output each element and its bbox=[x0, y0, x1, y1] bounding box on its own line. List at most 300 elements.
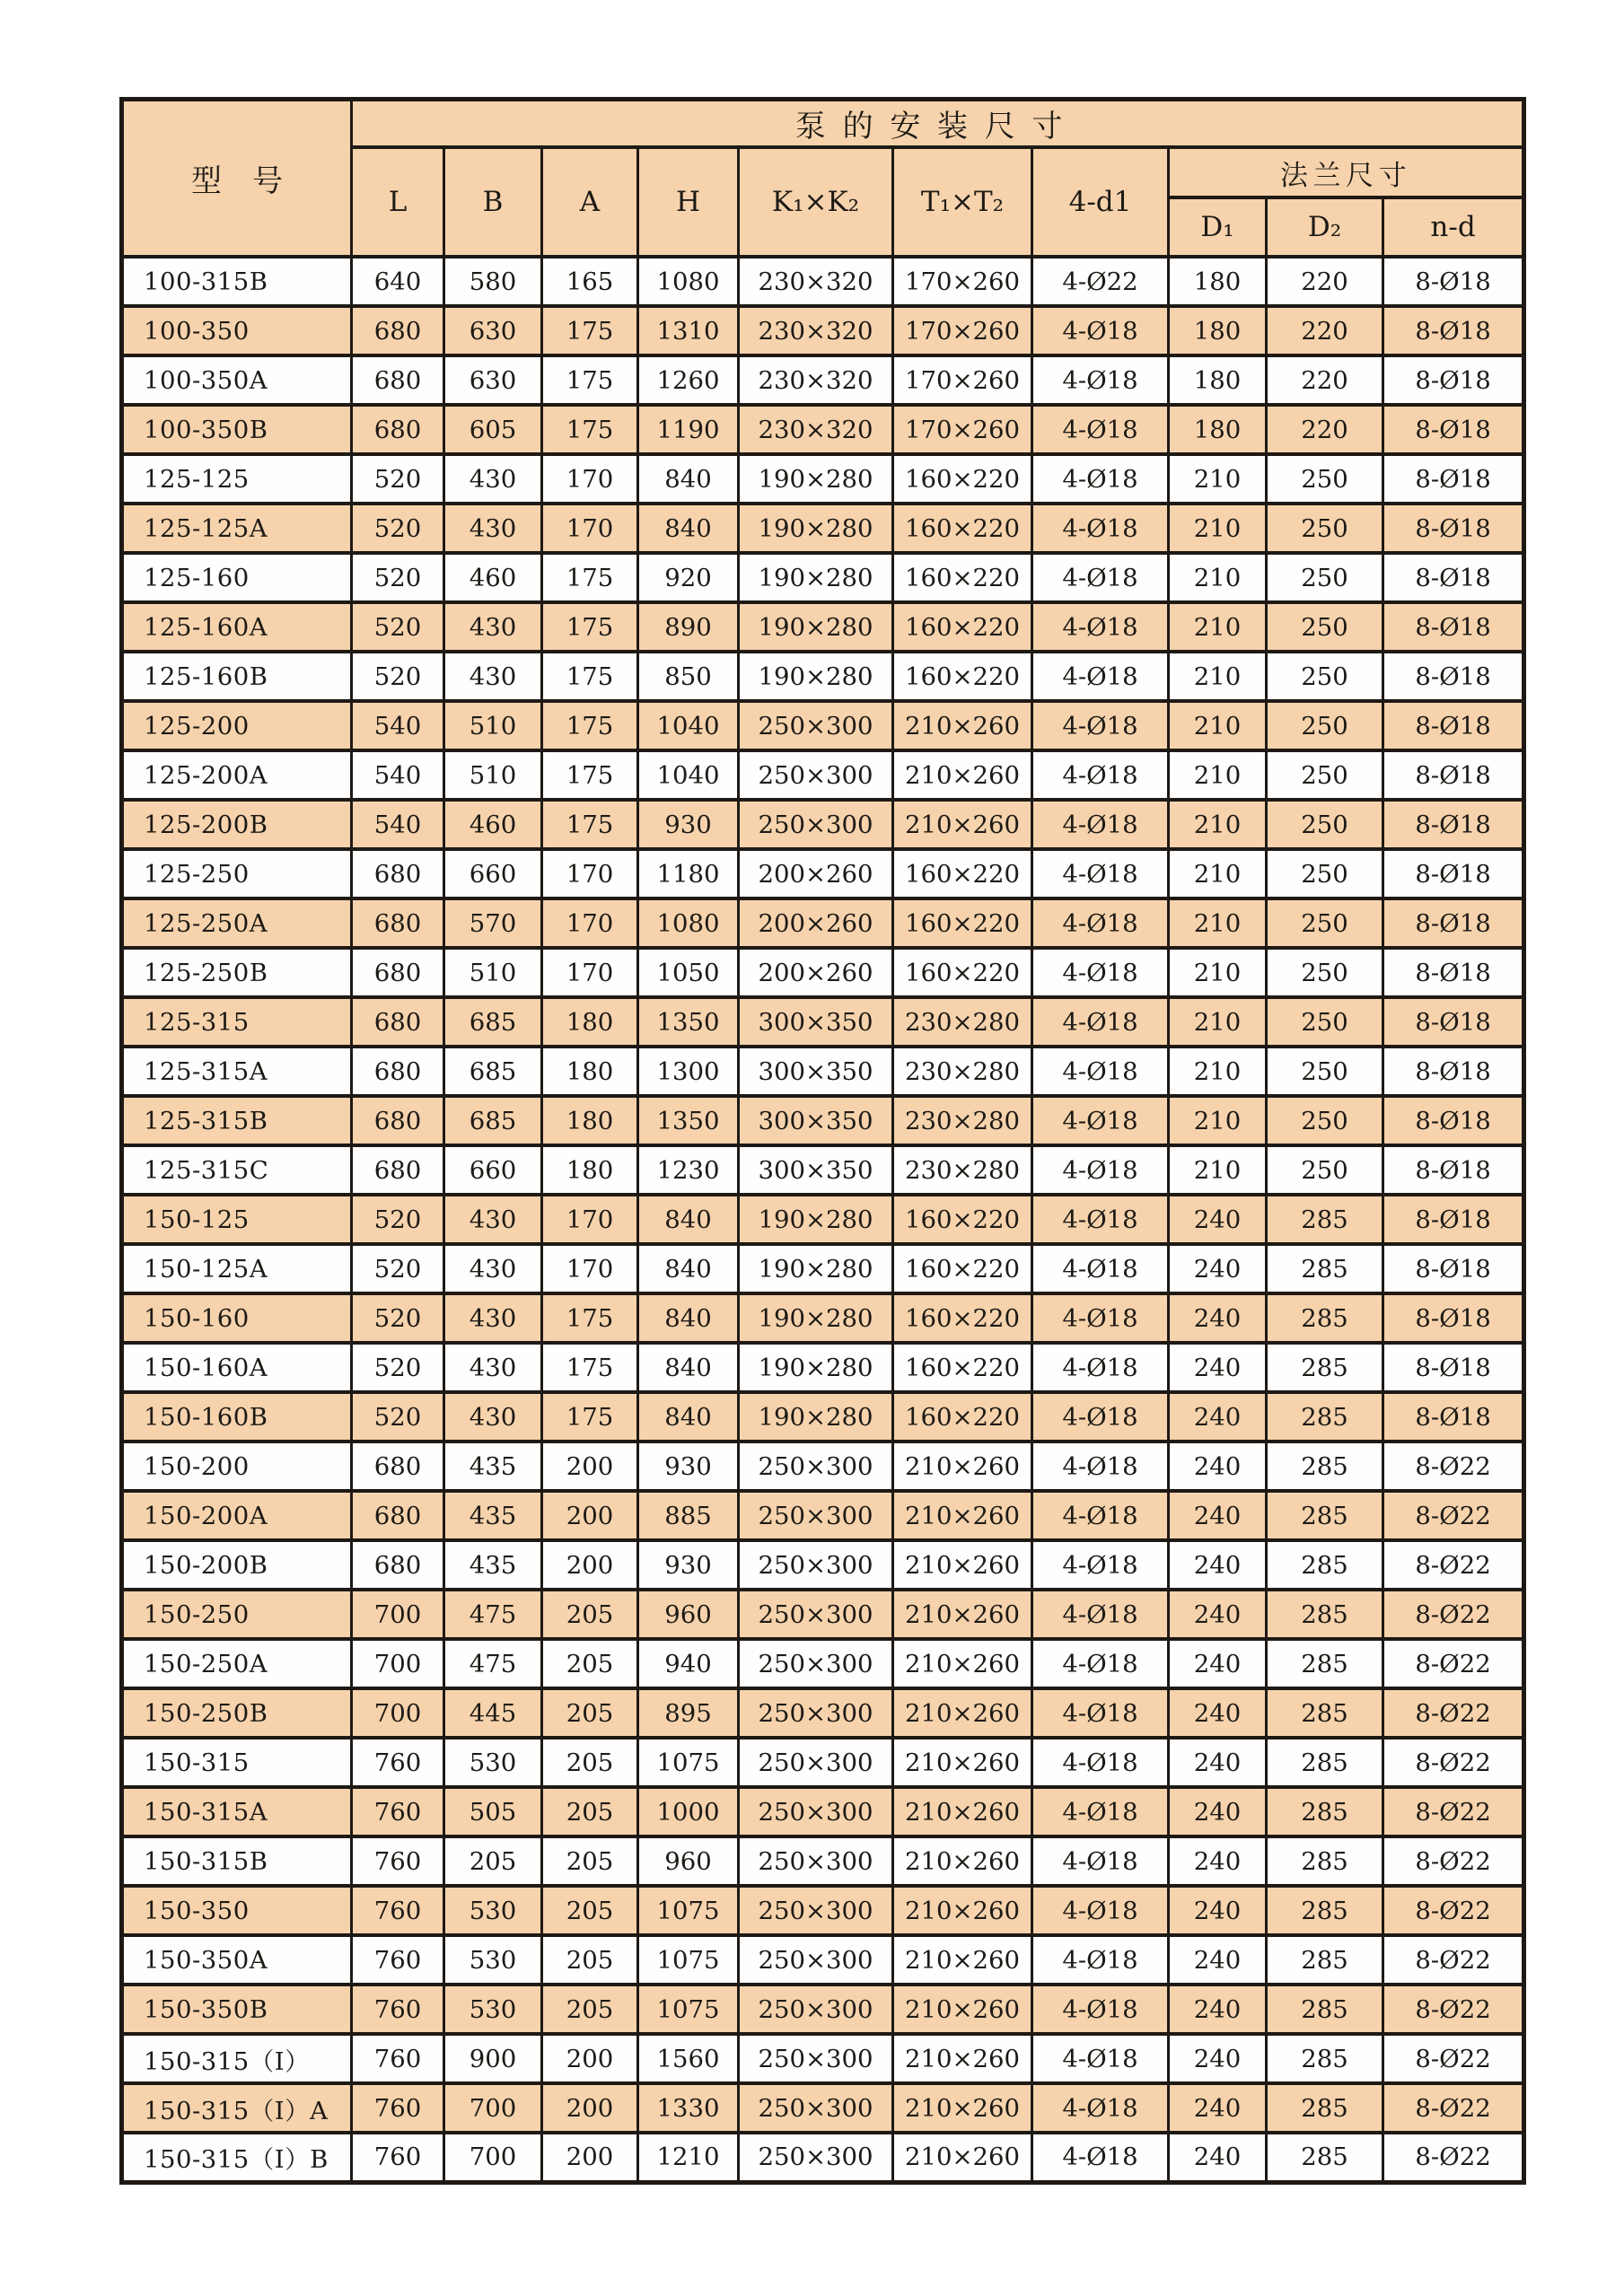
value-cell: 210 bbox=[1169, 504, 1267, 553]
value-cell: 8-Ø22 bbox=[1383, 1886, 1524, 1935]
value-cell: 160×220 bbox=[893, 652, 1032, 701]
value-cell: 8-Ø18 bbox=[1383, 257, 1524, 306]
model-cell: 150-160 bbox=[122, 1293, 352, 1343]
value-cell: 210×260 bbox=[893, 1540, 1032, 1590]
value-cell: 230×320 bbox=[739, 355, 893, 405]
value-cell: 1190 bbox=[638, 405, 739, 454]
value-cell: 680 bbox=[352, 997, 444, 1047]
table-header bbox=[122, 100, 1524, 258]
table-row bbox=[122, 504, 1524, 553]
value-cell: 4-Ø18 bbox=[1032, 1293, 1169, 1343]
table-row bbox=[122, 701, 1524, 750]
value-cell: 250 bbox=[1267, 997, 1383, 1047]
value-cell: 8-Ø18 bbox=[1383, 1096, 1524, 1145]
value-cell: 4-Ø18 bbox=[1032, 602, 1169, 652]
value-cell: 230×320 bbox=[739, 257, 893, 306]
value-cell: 250×300 bbox=[739, 1738, 893, 1787]
value-cell: 190×280 bbox=[739, 1392, 893, 1442]
value-cell: 1560 bbox=[638, 2034, 739, 2083]
value-cell: 430 bbox=[444, 454, 542, 504]
model-cell: 150-200A bbox=[122, 1491, 352, 1540]
value-cell: 240 bbox=[1169, 1491, 1267, 1540]
value-cell: 1040 bbox=[638, 701, 739, 750]
table-title: 泵的安装尺寸 bbox=[352, 100, 1524, 148]
table-row bbox=[122, 997, 1524, 1047]
value-cell: 205 bbox=[542, 1836, 638, 1886]
value-cell: 4-Ø18 bbox=[1032, 898, 1169, 948]
value-cell: 4-Ø18 bbox=[1032, 652, 1169, 701]
model-cell: 100-350A bbox=[122, 355, 352, 405]
value-cell: 175 bbox=[542, 1343, 638, 1392]
value-cell: 680 bbox=[352, 849, 444, 898]
value-cell: 250×300 bbox=[739, 1540, 893, 1590]
value-cell: 240 bbox=[1169, 1688, 1267, 1738]
value-cell: 700 bbox=[444, 2133, 542, 2182]
value-cell: 210×260 bbox=[893, 1985, 1032, 2034]
value-cell: 4-Ø18 bbox=[1032, 1639, 1169, 1688]
table-row bbox=[122, 1392, 1524, 1442]
model-cell: 150-125 bbox=[122, 1195, 352, 1244]
value-cell: 160×220 bbox=[893, 602, 1032, 652]
value-cell: 205 bbox=[542, 1985, 638, 2034]
value-cell: 285 bbox=[1267, 1935, 1383, 1985]
value-cell: 435 bbox=[444, 1491, 542, 1540]
value-cell: 160×220 bbox=[893, 1293, 1032, 1343]
value-cell: 685 bbox=[444, 1096, 542, 1145]
value-cell: 8-Ø18 bbox=[1383, 948, 1524, 997]
value-cell: 4-Ø18 bbox=[1032, 701, 1169, 750]
value-cell: 4-Ø18 bbox=[1032, 1935, 1169, 1985]
value-cell: 4-Ø18 bbox=[1032, 997, 1169, 1047]
value-cell: 4-Ø18 bbox=[1032, 1343, 1169, 1392]
value-cell: 8-Ø18 bbox=[1383, 405, 1524, 454]
model-cell: 125-125 bbox=[122, 454, 352, 504]
value-cell: 680 bbox=[352, 1442, 444, 1491]
value-cell: 570 bbox=[444, 898, 542, 948]
value-cell: 210×260 bbox=[893, 800, 1032, 849]
value-cell: 180 bbox=[542, 1096, 638, 1145]
value-cell: 850 bbox=[638, 652, 739, 701]
value-cell: 210 bbox=[1169, 701, 1267, 750]
value-cell: 8-Ø22 bbox=[1383, 1836, 1524, 1886]
value-cell: 1075 bbox=[638, 1985, 739, 2034]
value-cell: 160×220 bbox=[893, 849, 1032, 898]
value-cell: 170 bbox=[542, 504, 638, 553]
value-cell: 205 bbox=[542, 1886, 638, 1935]
value-cell: 175 bbox=[542, 553, 638, 602]
value-cell: 435 bbox=[444, 1442, 542, 1491]
value-cell: 200 bbox=[542, 2083, 638, 2133]
value-cell: 680 bbox=[352, 1096, 444, 1145]
pump-installation-dimensions-table bbox=[119, 97, 1526, 2185]
table-row bbox=[122, 553, 1524, 602]
value-cell: 220 bbox=[1267, 257, 1383, 306]
value-cell: 1260 bbox=[638, 355, 739, 405]
value-cell: 210 bbox=[1169, 1047, 1267, 1096]
column-header-L: L bbox=[352, 147, 444, 257]
value-cell: 540 bbox=[352, 800, 444, 849]
value-cell: 240 bbox=[1169, 1293, 1267, 1343]
model-cell: 150-315（I）A bbox=[122, 2083, 352, 2133]
value-cell: 680 bbox=[352, 898, 444, 948]
model-cell: 150-125A bbox=[122, 1244, 352, 1293]
value-cell: 250×300 bbox=[739, 1639, 893, 1688]
value-cell: 230×280 bbox=[893, 1145, 1032, 1195]
value-cell: 175 bbox=[542, 750, 638, 800]
value-cell: 700 bbox=[352, 1639, 444, 1688]
value-cell: 250 bbox=[1267, 454, 1383, 504]
value-cell: 250 bbox=[1267, 948, 1383, 997]
value-cell: 200 bbox=[542, 1540, 638, 1590]
column-header-T1xT2: T₁×T₂ bbox=[893, 147, 1032, 257]
value-cell: 840 bbox=[638, 1343, 739, 1392]
value-cell: 250×300 bbox=[739, 2133, 893, 2182]
value-cell: 250 bbox=[1267, 1047, 1383, 1096]
value-cell: 4-Ø18 bbox=[1032, 504, 1169, 553]
value-cell: 930 bbox=[638, 800, 739, 849]
value-cell: 8-Ø22 bbox=[1383, 1491, 1524, 1540]
value-cell: 1075 bbox=[638, 1935, 739, 1985]
value-cell: 520 bbox=[352, 1392, 444, 1442]
value-cell: 1300 bbox=[638, 1047, 739, 1096]
value-cell: 230×320 bbox=[739, 405, 893, 454]
table-row bbox=[122, 1195, 1524, 1244]
value-cell: 170×260 bbox=[893, 306, 1032, 355]
value-cell: 460 bbox=[444, 800, 542, 849]
value-cell: 170 bbox=[542, 1195, 638, 1244]
value-cell: 285 bbox=[1267, 2083, 1383, 2133]
value-cell: 8-Ø18 bbox=[1383, 1244, 1524, 1293]
value-cell: 475 bbox=[444, 1639, 542, 1688]
value-cell: 285 bbox=[1267, 1392, 1383, 1442]
value-cell: 700 bbox=[352, 1688, 444, 1738]
value-cell: 285 bbox=[1267, 1540, 1383, 1590]
value-cell: 4-Ø18 bbox=[1032, 1491, 1169, 1540]
value-cell: 250 bbox=[1267, 898, 1383, 948]
value-cell: 240 bbox=[1169, 1590, 1267, 1639]
value-cell: 8-Ø18 bbox=[1383, 1047, 1524, 1096]
model-cell: 150-315A bbox=[122, 1787, 352, 1836]
value-cell: 940 bbox=[638, 1639, 739, 1688]
table-row bbox=[122, 1343, 1524, 1392]
value-cell: 840 bbox=[638, 1195, 739, 1244]
value-cell: 190×280 bbox=[739, 454, 893, 504]
value-cell: 8-Ø18 bbox=[1383, 454, 1524, 504]
value-cell: 4-Ø18 bbox=[1032, 1442, 1169, 1491]
value-cell: 175 bbox=[542, 355, 638, 405]
column-header-H: H bbox=[638, 147, 739, 257]
value-cell: 250×300 bbox=[739, 701, 893, 750]
value-cell: 8-Ø18 bbox=[1383, 701, 1524, 750]
model-cell: 150-250 bbox=[122, 1590, 352, 1639]
model-cell: 150-315（I） bbox=[122, 2034, 352, 2083]
model-cell: 150-250A bbox=[122, 1639, 352, 1688]
value-cell: 4-Ø18 bbox=[1032, 1195, 1169, 1244]
value-cell: 170 bbox=[542, 898, 638, 948]
value-cell: 285 bbox=[1267, 1985, 1383, 2034]
value-cell: 285 bbox=[1267, 1590, 1383, 1639]
value-cell: 170×260 bbox=[893, 355, 1032, 405]
value-cell: 680 bbox=[352, 1047, 444, 1096]
value-cell: 250×300 bbox=[739, 1688, 893, 1738]
table-row bbox=[122, 1639, 1524, 1688]
table-row bbox=[122, 1244, 1524, 1293]
value-cell: 250 bbox=[1267, 602, 1383, 652]
value-cell: 4-Ø18 bbox=[1032, 1145, 1169, 1195]
value-cell: 4-Ø18 bbox=[1032, 553, 1169, 602]
value-cell: 4-Ø18 bbox=[1032, 1985, 1169, 2034]
value-cell: 250×300 bbox=[739, 1836, 893, 1886]
value-cell: 165 bbox=[542, 257, 638, 306]
model-cell: 125-160B bbox=[122, 652, 352, 701]
value-cell: 8-Ø18 bbox=[1383, 800, 1524, 849]
value-cell: 200×260 bbox=[739, 849, 893, 898]
table-row bbox=[122, 1293, 1524, 1343]
model-cell: 100-315B bbox=[122, 257, 352, 306]
value-cell: 8-Ø18 bbox=[1383, 997, 1524, 1047]
value-cell: 605 bbox=[444, 405, 542, 454]
value-cell: 250×300 bbox=[739, 1491, 893, 1540]
value-cell: 520 bbox=[352, 652, 444, 701]
value-cell: 250 bbox=[1267, 701, 1383, 750]
value-cell: 285 bbox=[1267, 1244, 1383, 1293]
value-cell: 8-Ø18 bbox=[1383, 849, 1524, 898]
value-cell: 700 bbox=[444, 2083, 542, 2133]
value-cell: 210 bbox=[1169, 750, 1267, 800]
model-cell: 150-200 bbox=[122, 1442, 352, 1491]
value-cell: 960 bbox=[638, 1590, 739, 1639]
value-cell: 210×260 bbox=[893, 1590, 1032, 1639]
model-cell: 125-315 bbox=[122, 997, 352, 1047]
value-cell: 170 bbox=[542, 849, 638, 898]
value-cell: 240 bbox=[1169, 1935, 1267, 1985]
value-cell: 4-Ø18 bbox=[1032, 2133, 1169, 2182]
value-cell: 700 bbox=[352, 1590, 444, 1639]
value-cell: 885 bbox=[638, 1491, 739, 1540]
value-cell: 205 bbox=[542, 1639, 638, 1688]
value-cell: 8-Ø18 bbox=[1383, 1343, 1524, 1392]
value-cell: 210×260 bbox=[893, 1836, 1032, 1886]
value-cell: 240 bbox=[1169, 1195, 1267, 1244]
value-cell: 200×260 bbox=[739, 948, 893, 997]
value-cell: 530 bbox=[444, 1738, 542, 1787]
value-cell: 435 bbox=[444, 1540, 542, 1590]
model-cell: 125-315A bbox=[122, 1047, 352, 1096]
value-cell: 160×220 bbox=[893, 898, 1032, 948]
model-cell: 150-200B bbox=[122, 1540, 352, 1590]
value-cell: 205 bbox=[542, 1738, 638, 1787]
model-cell: 150-250B bbox=[122, 1688, 352, 1738]
value-cell: 210 bbox=[1169, 553, 1267, 602]
value-cell: 250×300 bbox=[739, 2034, 893, 2083]
table-row bbox=[122, 306, 1524, 355]
table-row bbox=[122, 1590, 1524, 1639]
value-cell: 160×220 bbox=[893, 1392, 1032, 1442]
value-cell: 840 bbox=[638, 1244, 739, 1293]
table-body bbox=[122, 257, 1524, 2182]
value-cell: 430 bbox=[444, 1195, 542, 1244]
model-cell: 125-160 bbox=[122, 553, 352, 602]
value-cell: 8-Ø18 bbox=[1383, 750, 1524, 800]
value-cell: 685 bbox=[444, 997, 542, 1047]
value-cell: 1075 bbox=[638, 1886, 739, 1935]
value-cell: 520 bbox=[352, 504, 444, 553]
value-cell: 210 bbox=[1169, 997, 1267, 1047]
column-header-n-d: n-d bbox=[1383, 197, 1524, 257]
table-row bbox=[122, 1096, 1524, 1145]
value-cell: 8-Ø22 bbox=[1383, 2083, 1524, 2133]
value-cell: 475 bbox=[444, 1590, 542, 1639]
value-cell: 4-Ø18 bbox=[1032, 1787, 1169, 1836]
table-row bbox=[122, 355, 1524, 405]
value-cell: 285 bbox=[1267, 1195, 1383, 1244]
value-cell: 430 bbox=[444, 1293, 542, 1343]
table-row bbox=[122, 1047, 1524, 1096]
value-cell: 4-Ø18 bbox=[1032, 800, 1169, 849]
value-cell: 1210 bbox=[638, 2133, 739, 2182]
value-cell: 520 bbox=[352, 454, 444, 504]
value-cell: 285 bbox=[1267, 1491, 1383, 1540]
model-cell: 125-125A bbox=[122, 504, 352, 553]
value-cell: 760 bbox=[352, 1836, 444, 1886]
value-cell: 660 bbox=[444, 849, 542, 898]
flange-dimensions-header: 法兰尺寸 bbox=[1169, 147, 1524, 197]
value-cell: 250 bbox=[1267, 849, 1383, 898]
value-cell: 240 bbox=[1169, 1738, 1267, 1787]
value-cell: 840 bbox=[638, 454, 739, 504]
value-cell: 285 bbox=[1267, 1836, 1383, 1886]
value-cell: 205 bbox=[542, 1935, 638, 1985]
value-cell: 160×220 bbox=[893, 454, 1032, 504]
model-cell: 125-250B bbox=[122, 948, 352, 997]
value-cell: 240 bbox=[1169, 1540, 1267, 1590]
value-cell: 160×220 bbox=[893, 1343, 1032, 1392]
value-cell: 680 bbox=[352, 306, 444, 355]
value-cell: 285 bbox=[1267, 1442, 1383, 1491]
value-cell: 285 bbox=[1267, 2133, 1383, 2182]
value-cell: 210 bbox=[1169, 602, 1267, 652]
value-cell: 4-Ø18 bbox=[1032, 1590, 1169, 1639]
value-cell: 4-Ø18 bbox=[1032, 2034, 1169, 2083]
value-cell: 240 bbox=[1169, 2133, 1267, 2182]
value-cell: 220 bbox=[1267, 306, 1383, 355]
value-cell: 8-Ø22 bbox=[1383, 1985, 1524, 2034]
value-cell: 240 bbox=[1169, 1442, 1267, 1491]
column-header-D1: D₁ bbox=[1169, 197, 1267, 257]
value-cell: 200 bbox=[542, 2133, 638, 2182]
value-cell: 430 bbox=[444, 602, 542, 652]
table-row bbox=[122, 2083, 1524, 2133]
value-cell: 680 bbox=[352, 948, 444, 997]
value-cell: 840 bbox=[638, 1392, 739, 1442]
value-cell: 430 bbox=[444, 1392, 542, 1442]
value-cell: 4-Ø18 bbox=[1032, 1244, 1169, 1293]
value-cell: 240 bbox=[1169, 1244, 1267, 1293]
value-cell: 210×260 bbox=[893, 1491, 1032, 1540]
value-cell: 190×280 bbox=[739, 1195, 893, 1244]
value-cell: 170 bbox=[542, 454, 638, 504]
value-cell: 1330 bbox=[638, 2083, 739, 2133]
value-cell: 640 bbox=[352, 257, 444, 306]
value-cell: 190×280 bbox=[739, 1293, 893, 1343]
value-cell: 4-Ø18 bbox=[1032, 454, 1169, 504]
value-cell: 630 bbox=[444, 306, 542, 355]
value-cell: 240 bbox=[1169, 1787, 1267, 1836]
value-cell: 8-Ø18 bbox=[1383, 504, 1524, 553]
value-cell: 250×300 bbox=[739, 1787, 893, 1836]
value-cell: 175 bbox=[542, 701, 638, 750]
value-cell: 530 bbox=[444, 1886, 542, 1935]
value-cell: 230×280 bbox=[893, 997, 1032, 1047]
value-cell: 190×280 bbox=[739, 504, 893, 553]
value-cell: 250 bbox=[1267, 750, 1383, 800]
value-cell: 250 bbox=[1267, 1096, 1383, 1145]
value-cell: 205 bbox=[542, 1787, 638, 1836]
value-cell: 580 bbox=[444, 257, 542, 306]
value-cell: 190×280 bbox=[739, 553, 893, 602]
value-cell: 8-Ø18 bbox=[1383, 1392, 1524, 1442]
value-cell: 285 bbox=[1267, 1639, 1383, 1688]
model-cell: 125-160A bbox=[122, 602, 352, 652]
value-cell: 1350 bbox=[638, 1096, 739, 1145]
table-row bbox=[122, 1442, 1524, 1491]
value-cell: 210 bbox=[1169, 800, 1267, 849]
value-cell: 8-Ø18 bbox=[1383, 355, 1524, 405]
value-cell: 210 bbox=[1169, 454, 1267, 504]
value-cell: 230×280 bbox=[893, 1096, 1032, 1145]
model-cell: 125-315C bbox=[122, 1145, 352, 1195]
value-cell: 430 bbox=[444, 652, 542, 701]
table-row bbox=[122, 948, 1524, 997]
model-cell: 150-350A bbox=[122, 1935, 352, 1985]
column-header-D2: D₂ bbox=[1267, 197, 1383, 257]
value-cell: 285 bbox=[1267, 1293, 1383, 1343]
value-cell: 160×220 bbox=[893, 553, 1032, 602]
value-cell: 250 bbox=[1267, 1145, 1383, 1195]
value-cell: 760 bbox=[352, 2133, 444, 2182]
model-cell: 150-160B bbox=[122, 1392, 352, 1442]
table-row bbox=[122, 1688, 1524, 1738]
value-cell: 510 bbox=[444, 750, 542, 800]
value-cell: 180 bbox=[542, 1145, 638, 1195]
value-cell: 250 bbox=[1267, 652, 1383, 701]
value-cell: 8-Ø22 bbox=[1383, 2034, 1524, 2083]
value-cell: 430 bbox=[444, 504, 542, 553]
value-cell: 250×300 bbox=[739, 1935, 893, 1985]
value-cell: 175 bbox=[542, 1392, 638, 1442]
value-cell: 1230 bbox=[638, 1145, 739, 1195]
value-cell: 8-Ø18 bbox=[1383, 652, 1524, 701]
table-row bbox=[122, 1145, 1524, 1195]
value-cell: 210 bbox=[1169, 652, 1267, 701]
value-cell: 175 bbox=[542, 602, 638, 652]
value-cell: 895 bbox=[638, 1688, 739, 1738]
value-cell: 210×260 bbox=[893, 750, 1032, 800]
model-cell: 125-250 bbox=[122, 849, 352, 898]
value-cell: 4-Ø18 bbox=[1032, 849, 1169, 898]
value-cell: 180 bbox=[542, 1047, 638, 1096]
value-cell: 210×260 bbox=[893, 1639, 1032, 1688]
value-cell: 300×350 bbox=[739, 1047, 893, 1096]
table-row bbox=[122, 2133, 1524, 2182]
value-cell: 240 bbox=[1169, 2034, 1267, 2083]
value-cell: 540 bbox=[352, 750, 444, 800]
model-cell: 125-200B bbox=[122, 800, 352, 849]
value-cell: 210 bbox=[1169, 1145, 1267, 1195]
value-cell: 520 bbox=[352, 553, 444, 602]
value-cell: 240 bbox=[1169, 1639, 1267, 1688]
value-cell: 430 bbox=[444, 1343, 542, 1392]
